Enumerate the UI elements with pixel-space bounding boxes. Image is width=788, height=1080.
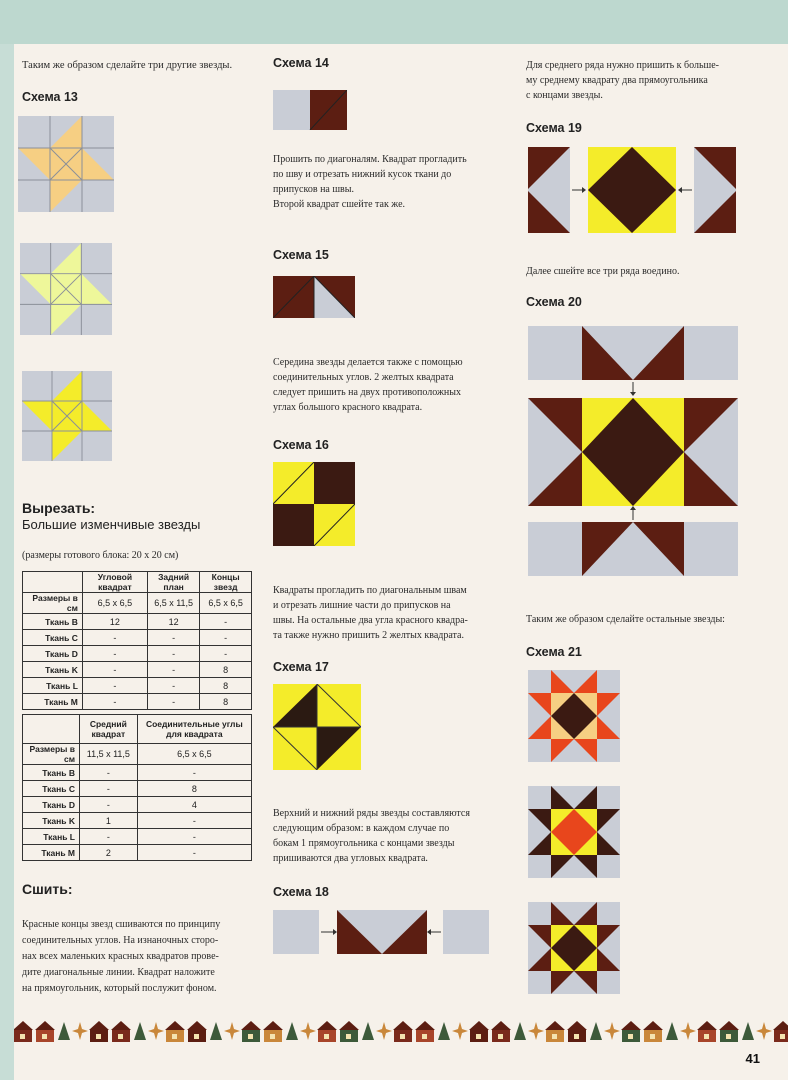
scheme-15-diagram [273,276,355,318]
tree-icon [58,1022,70,1040]
row-header: Ткань B [23,765,80,781]
row-header: Ткань M [23,845,80,861]
house-icon [35,1021,55,1042]
left-margin-band [0,44,14,1080]
table-cell: 6,5 x 11,5 [147,593,199,614]
house-icon [697,1021,717,1042]
cut-title: Вырезать: [22,500,96,516]
table-cell: 8 [200,678,252,694]
right-intro-text: Для среднего ряда нужно пришить к больше- му среднему квадрату два прямоугольника с концами звезды. [526,60,720,101]
scheme-19-text: Далее сшейте все три ряда воедино. [526,266,680,277]
table-cell: - [147,662,199,678]
table-cell: 8 [137,781,251,797]
house-icon [567,1021,587,1042]
table-cell: 8 [200,662,252,678]
table-cell: - [80,797,138,813]
star-icon [300,1022,316,1040]
scheme-16-title: Схема 16 [273,438,329,452]
star-icon [148,1022,164,1040]
house-icon [14,1021,33,1042]
table-cell: - [137,829,251,845]
table-cell: - [147,694,199,710]
scheme-17-diagram [273,684,361,770]
table-cell: 1 [80,813,138,829]
sew-text: Красные концы звезд сшиваются по принципу соединительных углов. На изнаночных сторо- нах всех маленьких красных квадратов прове- дите диагональные линии. Квадрат наложите на прямоугольник, который послужит фоном. [22,919,221,994]
table-cell: 8 [200,694,252,710]
table-row [23,593,252,614]
star-icon [452,1022,468,1040]
table-cell: - [137,765,251,781]
table-cell: 11,5 x 11,5 [80,744,138,765]
table-header: Угловой квадрат [82,572,147,593]
scheme-21-star-2 [528,786,620,878]
table-cell: - [200,630,252,646]
house-icon [89,1021,109,1042]
table-cell: - [147,630,199,646]
table-row [23,662,252,678]
page-number: 41 [745,1051,760,1066]
table-header: Средний квадрат [80,715,138,744]
table-cell: 2 [80,845,138,861]
tree-icon [742,1022,754,1040]
row-header: Размеры в см [23,744,80,765]
scheme-21-title: Схема 21 [526,645,582,659]
house-icon [491,1021,511,1042]
star-icon [756,1022,772,1040]
house-icon [111,1021,131,1042]
table-cell: 6,5 x 6,5 [137,744,251,765]
house-icon [469,1021,489,1042]
scheme-20-diagram [526,324,740,578]
row-header: Ткань K [23,813,80,829]
house-icon [263,1021,283,1042]
table-cell: - [82,694,147,710]
cut-table-1 [22,571,252,710]
house-icon [241,1021,261,1042]
scheme-14-title: Схема 14 [273,56,329,70]
star-icon [528,1022,544,1040]
top-margin-band [0,0,788,44]
scheme-19-diagram [526,145,740,235]
decorative-village-border [14,1018,788,1044]
scheme-21-star-1 [528,670,620,762]
scheme-16-diagram [273,462,355,546]
scheme-13-title: Схема 13 [22,90,78,104]
scheme-13-star-1 [18,116,114,212]
cut-subtitle: Большие изменчивые звезды [22,517,201,532]
scheme-13-star-3 [22,370,112,462]
star-icon [224,1022,240,1040]
scheme-20-text: Таким же образом сделайте остальные звезды: [526,614,725,625]
scheme-13-star-2 [20,243,112,335]
table-header [23,572,83,593]
table-cell: - [200,646,252,662]
table-cell: - [147,678,199,694]
table-row [23,765,252,781]
house-icon [773,1021,788,1042]
table-row [23,829,252,845]
tree-icon [286,1022,298,1040]
table-cell: 12 [82,614,147,630]
tree-icon [438,1022,450,1040]
scheme-19-title: Схема 19 [526,121,582,135]
row-header: Ткань M [23,694,83,710]
block-size-note: (размеры готового блока: 20 x 20 см) [22,550,179,561]
house-icon [643,1021,663,1042]
tree-icon [362,1022,374,1040]
star-icon [680,1022,696,1040]
star-icon [72,1022,88,1040]
table-cell: 6,5 x 6,5 [82,593,147,614]
table-header-row [23,715,252,744]
table-row [23,845,252,861]
house-icon [187,1021,207,1042]
table-row [23,781,252,797]
tree-icon [134,1022,146,1040]
row-header: Ткань D [23,797,80,813]
house-icon [165,1021,185,1042]
house-icon [545,1021,565,1042]
row-header: Ткань K [23,662,83,678]
scheme-21-star-3 [528,902,620,994]
table-row [23,694,252,710]
table-row [23,744,252,765]
scheme-15-title: Схема 15 [273,248,329,262]
row-header: Ткань L [23,678,83,694]
tree-icon [210,1022,222,1040]
table-row [23,813,252,829]
table-cell: - [80,781,138,797]
house-icon [393,1021,413,1042]
scheme-18-title: Схема 18 [273,885,329,899]
scheme-16-text: Квадраты прогладить по диагональным швам и отрезать лишние части до припусков на швы. На остальные два угла красного квадра- та также нужно пришить 2 желтых квадрата. [273,585,468,641]
house-icon [621,1021,641,1042]
table-cell: - [82,678,147,694]
house-icon [415,1021,435,1042]
table-cell: - [82,646,147,662]
tree-icon [590,1022,602,1040]
table-row [23,646,252,662]
tree-icon [514,1022,526,1040]
star-icon [376,1022,392,1040]
row-header: Ткань L [23,829,80,845]
row-header: Размеры в см [23,593,83,614]
table-cell: - [147,646,199,662]
scheme-15-text: Середина звезды делается также с помощью соединительных углов. 2 желтых квадрата следует пришить на двух противоположных углах большого красного квадрата. [273,357,463,413]
row-header: Ткань B [23,614,83,630]
scheme-14-text: Прошить по диагоналям. Квадрат прогладить по шву и отрезать нижний кусок ткани до припусков на швы. Второй квадрат сшейте так же. [273,154,467,210]
row-header: Ткань C [23,781,80,797]
table-header: Концы звезд [200,572,252,593]
table-row [23,678,252,694]
cut-table-2 [22,714,252,861]
intro-text: Таким же образом сделайте три другие звезды. [22,60,233,71]
table-cell: - [137,845,251,861]
table-cell: - [82,662,147,678]
row-header: Ткань D [23,646,83,662]
tree-icon [666,1022,678,1040]
scheme-14-diagram [273,90,347,130]
table-row [23,797,252,813]
house-icon [317,1021,337,1042]
scheme-18-diagram [273,908,491,958]
table-cell: - [137,813,251,829]
table-row [23,614,252,630]
table-cell: 6,5 x 6,5 [200,593,252,614]
table-header [23,715,80,744]
table-cell: 12 [147,614,199,630]
table-row [23,630,252,646]
house-icon [719,1021,739,1042]
table-cell: - [82,630,147,646]
table-header: Соединительные углы для квадрата [137,715,251,744]
row-header: Ткань C [23,630,83,646]
scheme-17-title: Схема 17 [273,660,329,674]
house-icon [339,1021,359,1042]
table-header-row [23,572,252,593]
table-cell: - [80,829,138,845]
table-header: Задний план [147,572,199,593]
table-cell: - [200,614,252,630]
table-cell: 4 [137,797,251,813]
scheme-20-title: Схема 20 [526,295,582,309]
scheme-17-text: Верхний и нижний ряды звезды составляются следующим образом: в каждом случае по бокам 1 прямоугольника с концами звезды пришиваются два угловых квадрата. [273,808,470,864]
star-icon [604,1022,620,1040]
sew-title: Сшить: [22,881,73,897]
table-cell: - [80,765,138,781]
